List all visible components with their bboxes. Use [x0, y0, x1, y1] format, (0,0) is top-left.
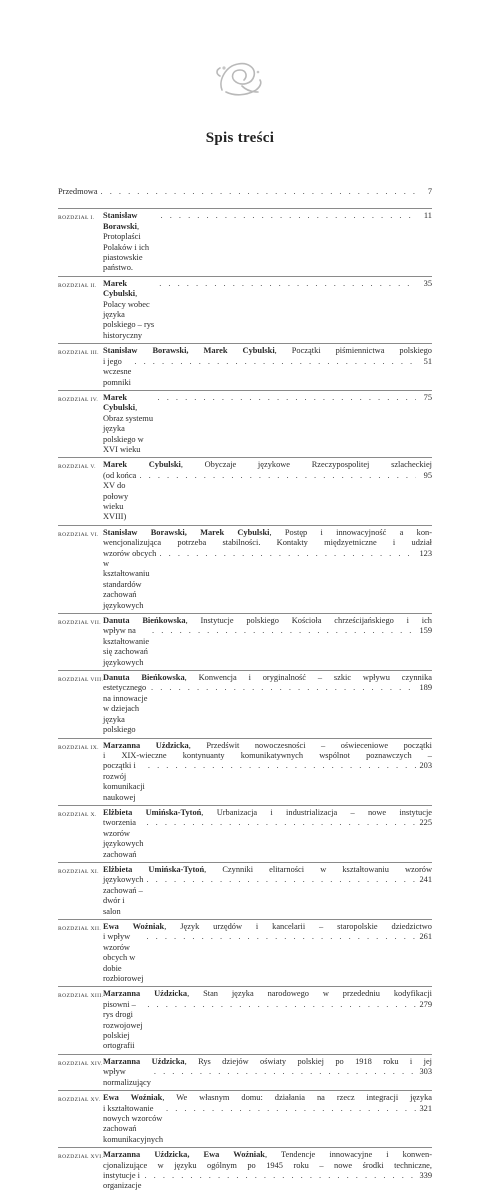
page-number: 95: [423, 470, 432, 480]
entry-text-line: Marzanna Uździcka, Rys dziejów oświaty polskiej po 1918 roku i jej: [103, 1056, 432, 1066]
toc-chapter-row: [58, 987, 432, 1054]
leader-dots: [159, 279, 416, 289]
entry-text-line: Marek Cybulski, Obyczaje językowe Rzeczypospolitej szlacheckiej: [103, 460, 432, 470]
entry-text-line: początki i rozwój komunikacji naukowej: [103, 761, 145, 802]
toc-chapter-row: [58, 739, 432, 806]
chapter-label: ROZDZIAŁ III.: [58, 350, 99, 357]
entry-text-line: Stanisław Borawski, Marek Cybulski, Postęp i innowacyjność a kon-: [103, 527, 432, 537]
author-name: Marzanna Uździcka: [103, 989, 188, 999]
chapter-label: ROZDZIAŁ VI.: [58, 531, 99, 538]
leader-dots: [154, 1067, 416, 1077]
author-name: Danuta Bieńkowska: [103, 616, 186, 626]
entry-text-line: językowych zachowań – dwór i salon: [103, 875, 144, 916]
author-name: Marzanna Uździcka: [103, 1056, 185, 1066]
entry-text-line: i XIX-wieczne kontynuanty komunikatywnych wspólnot poznawczych –: [103, 750, 432, 760]
chapter-label: ROZDZIAŁ XIV.: [58, 1060, 103, 1067]
entry-text-line: Marzanna Uździcka, Przedświt nowoczesności – oświeceniowe początki: [103, 740, 432, 750]
page-number: 189: [419, 683, 432, 693]
ornament-monogram-icon: [212, 56, 268, 100]
chapter-label: ROZDZIAŁ VII.: [58, 620, 101, 627]
chapter-label: ROZDZIAŁ V.: [58, 464, 96, 471]
entry-text-line: Marzanna Uździcka, Ewa Woźniak, Tendencje innowacyjne i konwen-: [103, 1150, 432, 1160]
leader-dots: [146, 818, 416, 828]
page-number: 339: [419, 1170, 432, 1180]
leader-dots: [144, 1171, 416, 1181]
toc-chapter-row: [58, 806, 432, 863]
chapter-label: ROZDZIAŁ XIII.: [58, 993, 104, 1000]
chapter-entry: [103, 673, 432, 735]
entry-text-line: tworzenia wzorów językowych zachowań: [103, 818, 144, 859]
toc-chapter-row: [58, 209, 432, 276]
entry-text-line: Danuta Bieńkowska, Instytucje polskiego Kościoła chrześcijańskiego i ich: [103, 616, 432, 626]
author-name: Marek Cybulski: [103, 278, 136, 299]
entry-text-line: i jego wczesne pomniki: [103, 356, 132, 387]
chapter-label: ROZDZIAŁ II.: [58, 282, 97, 289]
page-number: 51: [423, 356, 432, 366]
leader-dots: [166, 1104, 416, 1114]
toc-chapter-row: [58, 458, 432, 525]
page-number: 7: [427, 187, 432, 196]
chapter-label: ROZDZIAŁ XV.: [58, 1097, 101, 1104]
chapter-entry: [103, 808, 432, 860]
page-number: 11: [423, 211, 432, 221]
author-name: Stanisław Borawski, Marek Cybulski: [103, 527, 270, 537]
entry-text-line: i wpływ wzorów obcych w dobie rozbiorowej: [103, 932, 144, 984]
page-number: 203: [419, 761, 432, 771]
entry-text-line: Elżbieta Umińska-Tytoń, Urbanizacja i industrializacja – nowe instytucje: [103, 807, 432, 817]
chapter-entry: [103, 616, 432, 668]
author-name: Danuta Bieńkowska: [103, 673, 185, 683]
entry-text-line: Elżbieta Umińska-Tytoń, Czynniki elitarności w kształtowaniu wzorów: [103, 864, 432, 874]
toc-chapter-row: [58, 344, 432, 391]
page-number: 261: [419, 932, 432, 942]
chapter-entry: [103, 865, 432, 917]
author-name: Ewa Woźniak: [103, 922, 165, 931]
table-of-contents: [58, 187, 432, 1194]
chapter-entry: [103, 1057, 432, 1088]
toc-chapter-row: [58, 391, 432, 458]
page-number: 321: [419, 1103, 432, 1113]
leader-dots: [158, 393, 417, 403]
leader-dots: [147, 1000, 416, 1010]
chapter-entry: [103, 1093, 432, 1145]
leader-dots: [139, 471, 416, 481]
preface-label: Przedmowa: [58, 187, 98, 196]
author-name: Ewa Woźniak: [103, 1093, 163, 1103]
leader-dots: [152, 626, 416, 636]
author-name: Stanisław Borawski: [103, 211, 138, 231]
entry-text-line: estetycznego na innowacje w dziejach języka polskiego: [103, 683, 148, 735]
chapter-label: ROZDZIAŁ XVI.: [58, 1154, 104, 1161]
author-name: Marzanna Uździcka, Ewa Woźniak: [103, 1150, 265, 1160]
leader-dots: [159, 549, 416, 559]
entry-text-line: Marzanna Uździcka, Stan języka narodowego w przededniu kodyfikacji: [103, 989, 432, 999]
toc-chapter-row: [58, 277, 432, 344]
chapter-entry: [103, 989, 432, 1051]
toc-chapter-row: [58, 863, 432, 920]
leader-dots: [148, 761, 416, 771]
page-number: 75: [423, 392, 432, 402]
toc-chapter-row: [58, 1091, 432, 1148]
entry-text-line: wzorów obcych w kształtowaniu standardów zachowań językowych: [103, 548, 157, 610]
chapter-entry: [103, 393, 432, 455]
page-number: 241: [419, 875, 432, 885]
chapter-entry: [103, 922, 432, 984]
leader-dots: [134, 357, 416, 367]
leader-dots: [161, 211, 416, 221]
chapter-entry: [103, 741, 432, 803]
chapter-entry: [103, 279, 432, 341]
chapter-entry: [103, 528, 432, 611]
chapter-label: ROZDZIAŁ XII.: [58, 926, 102, 932]
chapter-label: ROZDZIAŁ VIII.: [58, 677, 104, 684]
page-number: 159: [419, 626, 432, 636]
entry-text-line: Stanisław Borawski, Marek Cybulski, Początki piśmiennictwa polskiego: [103, 346, 432, 356]
entry-text-line: Ewa Woźniak, We własnym domu: działania na rzecz integracji języka: [103, 1093, 432, 1103]
chapter-label: ROZDZIAŁ XI.: [58, 868, 99, 875]
chapter-entry: [103, 211, 432, 273]
chapter-list: [58, 209, 432, 1193]
entry-text-line: wpływ na kształtowanie się zachowań językowych: [103, 626, 150, 667]
entry-text-line: cjonalizujące w języku ogólnym po 1945 roku – nowe środki techniczne,: [103, 1160, 432, 1170]
author-name: Elżbieta Umińska-Tytoń: [103, 864, 205, 874]
page-number: 279: [419, 999, 432, 1009]
leader-dots: [151, 683, 416, 693]
chapter-entry: [103, 460, 432, 522]
chapter-label: ROZDZIAŁ X.: [58, 811, 97, 818]
entry-text-line: Marek Cybulski, Obraz systemu języka polskiego w XVI wieku: [103, 392, 154, 454]
toc-chapter-row: [58, 1148, 432, 1194]
entry-text-line: Marek Cybulski, Polacy wobec języka polskiego – rys historyczny: [103, 278, 155, 340]
page-number: 35: [423, 278, 432, 288]
entry-text-line: pisowni – rys drogi rozwojowej polskiej ortografii: [103, 999, 143, 1051]
entry-text-line: wpływ normalizujący: [103, 1067, 151, 1087]
leader-dots: [146, 875, 416, 885]
chapter-label: ROZDZIAŁ I.: [58, 215, 95, 222]
author-name: Marek Cybulski: [103, 460, 181, 470]
chapter-label: ROZDZIAŁ IV.: [58, 396, 99, 403]
entry-text-line: (od końca XV do połowy wieku XVIII): [103, 470, 137, 522]
author-name: Marek Cybulski: [103, 392, 136, 413]
entry-text-line: Stanisław Borawski, Protoplaści Polaków i ich piastowskie państwo.: [103, 211, 150, 273]
toc-chapter-row: [58, 671, 432, 738]
page-title: Spis treści: [205, 130, 275, 146]
chapter-label: ROZDZIAŁ IX.: [58, 744, 99, 751]
toc-preface-row: [58, 187, 432, 209]
entry-text-line: wencjonalizująca potrzeba stabilności. Kontakty międzyetniczne i udział: [103, 538, 432, 548]
page-number: 123: [419, 548, 432, 558]
entry-text-line: i kształtowanie nowych wzorców zachowań komunikacyjnych: [103, 1103, 164, 1144]
toc-chapter-row: [58, 526, 432, 614]
entry-text-line: Ewa Woźniak, Język urzędów i kancelarii – staropolskie dziedzictwo: [103, 922, 432, 931]
page-number: 225: [419, 818, 432, 828]
author-name: Stanisław Borawski, Marek Cybulski: [103, 346, 275, 356]
chapter-entry: [103, 1150, 432, 1192]
leader-dots: [146, 932, 416, 942]
entry-text-line: instytucje i organizacje: [103, 1170, 142, 1191]
page-number: 303: [419, 1067, 432, 1077]
leader-dots: [101, 187, 416, 197]
toc-chapter-row: [58, 614, 432, 671]
entry-text-line: Danuta Bieńkowska, Konwencja i oryginalność – szkic wpływu czynnika: [103, 673, 432, 683]
toc-chapter-row: [58, 1055, 432, 1091]
chapter-entry: [103, 346, 432, 388]
toc-chapter-row: [58, 920, 432, 987]
author-name: Marzanna Uździcka: [103, 740, 189, 750]
author-name: Elżbieta Umińska-Tytoń: [103, 807, 202, 817]
